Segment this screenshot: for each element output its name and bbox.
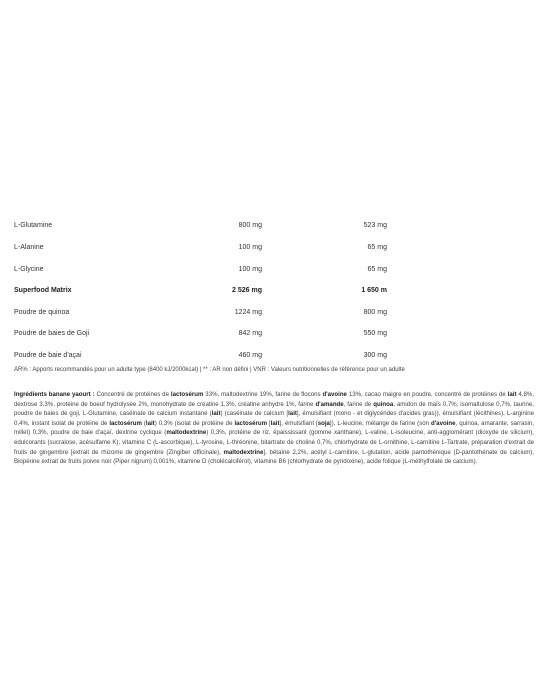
nutrient-name: Poudre de quinoa <box>14 309 70 316</box>
ingredient-text: ], bétaïne 2,2%, acétyl L-carnitine, L-glutation, acide pantothénique (D-pantothénate de calcium), Biopérine extrait de fruits poivre noir (Piper nigrum) 0,001%, vitamine D (cholécalciférol), vitamine B6 (chlorhydrate de pyridoxine), acide folique (L-méthylfolate de calcium). <box>14 448 534 466</box>
ingredients-text <box>14 391 534 465</box>
table-row <box>0 262 540 278</box>
value-per-serving: 550 mg <box>363 330 387 337</box>
ingredient-text: ( <box>141 419 146 427</box>
ingredient-text: [ <box>266 419 271 427</box>
allergen-text: maltodextrine <box>166 429 207 437</box>
value-per-serving: 523 mg <box>363 222 387 229</box>
allergen-text: lait <box>145 419 155 427</box>
allergen-text: lactosérum <box>234 419 267 427</box>
ingredient-text: ) (caséinate de calcium [ <box>220 410 289 418</box>
allergen-text: lactosérum <box>170 391 204 398</box>
allergen-text: lait <box>211 410 221 418</box>
value-per-100g: 2 526 mg <box>232 287 262 294</box>
allergen-text: d'avoine <box>322 391 347 398</box>
value-per-serving: 1 650 m <box>361 287 387 294</box>
ingredient-text: ) 0,3% (isolat de protéine de <box>154 419 235 427</box>
allergen-text: d'amande <box>315 400 344 408</box>
ingredient-text: , quinoa, amarante, sarrasin, millet) 0,3%, poudre de baie d'açaï, dextrine cyclique ( <box>14 419 534 437</box>
table-row <box>0 283 540 299</box>
value-per-100g: 800 mg <box>238 222 262 229</box>
nutrient-name: L-Glycine <box>14 266 44 273</box>
value-per-100g: 842 mg <box>238 330 262 337</box>
ingredient-text: Concentré de protéines de <box>94 391 171 398</box>
nutrient-name: L-Glutamine <box>14 222 53 229</box>
ingredient-text: ) 0,3%, protéine de riz, épaississant (gomme xanthane), L-valine, L-isoleucine, anti-agglomérant (dioxyde de silicium), édulcorants (sucralose, acésulfame K), vitamine C (L-ascorbique), L-tyrosine, L-thréonine, bitartrate de choline 0,7%, chlorhydrate de L-ornithine, L-carnitine L-Tartrate, préparation d'extrait de fruits de gingembre [extrait de rhizome de gingembre (Zingiber officinale), <box>14 429 534 456</box>
nutrient-name: Superfood Matrix <box>14 287 72 294</box>
value-per-100g: 1224 mg <box>234 309 262 316</box>
value-per-100g: 100 mg <box>238 266 262 273</box>
value-per-serving: 300 mg <box>363 352 387 359</box>
ingredients-title: Ingrédients banane yaourt : <box>14 391 95 398</box>
ingredient-text: , farine de <box>343 400 374 408</box>
allergen-text: lait <box>288 410 297 418</box>
value-per-100g: 460 mg <box>238 352 262 359</box>
nutrient-name: L-Alanine <box>14 244 44 251</box>
ingredient-text: 33%, maltodextrine 19%, farine de flocons <box>203 391 323 398</box>
value-per-serving: 65 mg <box>367 266 387 273</box>
allergen-text: d'avoine <box>431 419 456 427</box>
allergen-text: lait <box>270 419 280 427</box>
allergen-text: soja <box>317 419 330 427</box>
ingredient-text: ], émulsifiant (mono - et diglycérides d'acides gras)), émulsifiant (lécithines), L-arginine 0,4%, instant isolat de protéine de <box>14 410 534 427</box>
allergen-text: lait <box>507 391 517 398</box>
table-row <box>0 240 540 256</box>
ingredient-text: , amidon de maïs 0,7%, isomaltulose 0,7%, taurine, poudre de baies de goji, L-Glutamine, caséinate de calcium instantané ( <box>14 400 535 418</box>
footnote: AR% : Apports recommandés pour un adulte type (8400 kJ/2000kcal) | ** : AR non défini | VNR : Valeurs nutritionnelles de référence pour un adulte <box>14 367 405 373</box>
table-row <box>0 326 540 342</box>
value-per-serving: 65 mg <box>367 244 387 251</box>
ingredients-paragraph <box>14 390 534 467</box>
allergen-text: lactosérum <box>109 419 142 427</box>
value-per-100g: 100 mg <box>238 244 262 251</box>
ingredient-text: ]), L-leucine, mélange de farine (son <box>329 419 432 427</box>
allergen-text: quinoa <box>373 400 394 408</box>
table-row <box>0 305 540 321</box>
nutrient-name: Poudre de baies de Goji <box>14 330 90 337</box>
ingredient-text: 4,8%, dextrose 3,3%, protéine de boeuf hydrolysée 2%, monohydrate de créatine 1,3%, créatine anhydre 1%, farine <box>14 391 534 408</box>
table-row <box>0 348 540 364</box>
allergen-text: maltodextrine <box>223 448 264 456</box>
ingredient-text: 13%, cacao maigre en poudre, concentré de protéines de <box>346 391 508 398</box>
table-row <box>0 218 540 234</box>
nutrient-name: Poudre de baie d'açai <box>14 352 82 359</box>
ingredient-text: ], émulsifiant [ <box>279 419 318 427</box>
value-per-serving: 800 mg <box>363 309 387 316</box>
